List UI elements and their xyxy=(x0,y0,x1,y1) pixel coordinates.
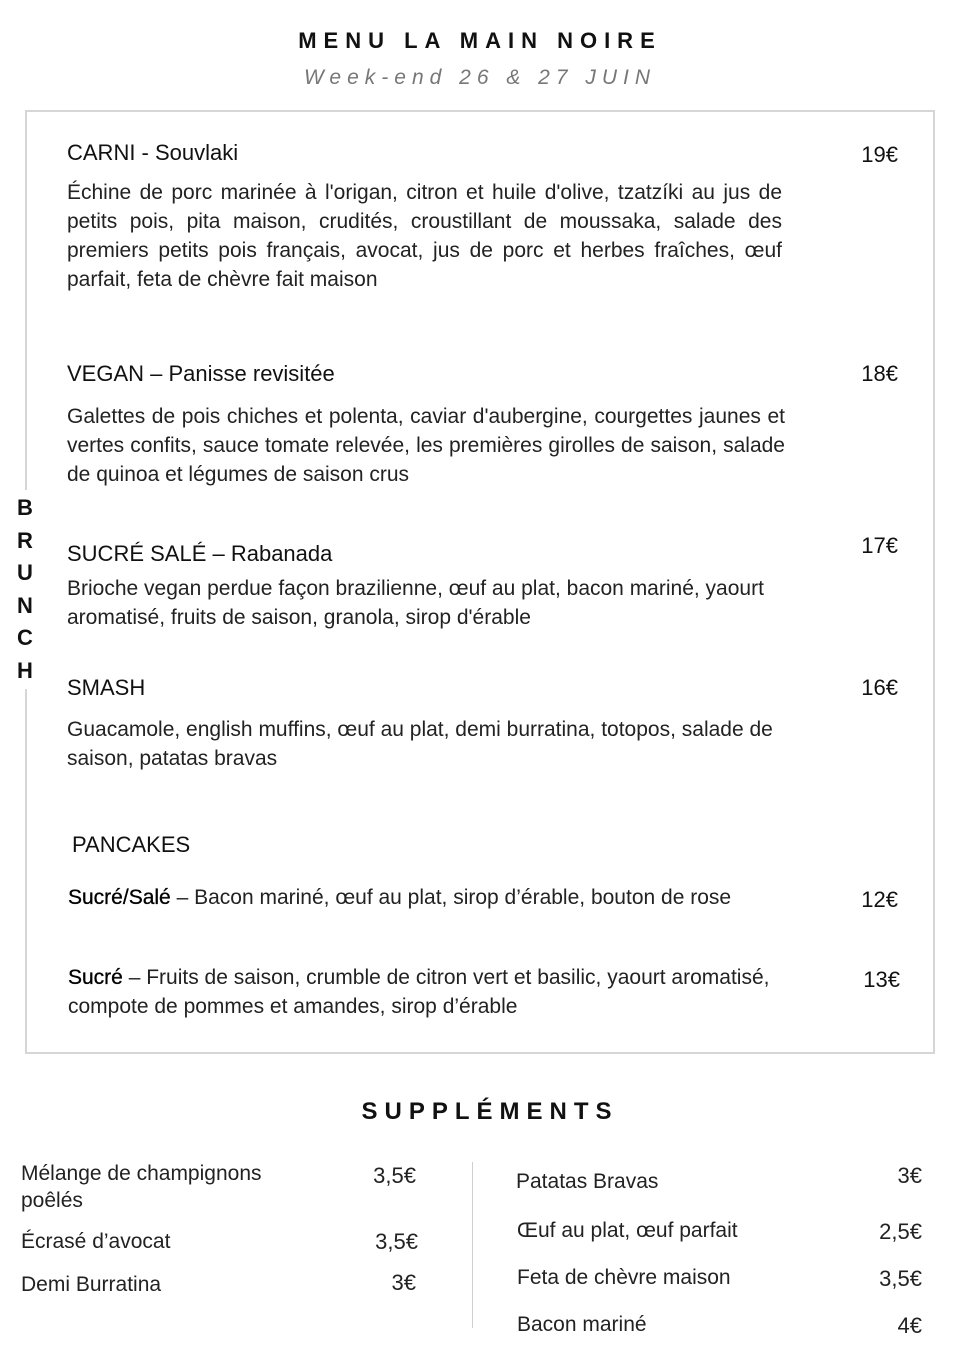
supplement-price: 4€ xyxy=(897,1313,922,1338)
supplement-name: Patatas Bravas xyxy=(516,1170,659,1193)
side-letter: U xyxy=(17,560,33,585)
side-letter: C xyxy=(17,625,33,650)
supplement-price: 3,5€ xyxy=(375,1229,418,1254)
dish-price-vegan: 18€ xyxy=(861,361,898,386)
supplement-price: 3€ xyxy=(391,1270,416,1295)
supplement-name: Œuf au plat, œuf parfait xyxy=(517,1219,738,1242)
supplement-price: 3€ xyxy=(897,1163,922,1188)
pancake-item-sucre xyxy=(68,963,813,1021)
supplement-price: 3,5€ xyxy=(373,1163,416,1188)
dish-price-smash: 16€ xyxy=(861,675,898,700)
dish-name-vegan: VEGAN – Panisse revisitée xyxy=(67,361,335,386)
dish-name-carni: CARNI - Souvlaki xyxy=(67,140,239,165)
dish-description-sucre-sale: Brioche vegan perdue façon brazilienne, œuf au plat, bacon mariné, yaourt aromatisé, fruits de saison, granola, sirop d'érable xyxy=(67,577,764,629)
supplement-name: Demi Burratina xyxy=(21,1273,162,1296)
dish-description-smash: Guacamole, english muffins, œuf au plat, demi burratina, totopos, salade de saison, patatas bravas xyxy=(67,718,773,770)
brunch-side-label xyxy=(12,490,38,689)
menu-subtitle: Week-end 26 & 27 JUIN xyxy=(303,66,657,89)
side-letter: N xyxy=(17,592,33,618)
side-letter: R xyxy=(17,527,33,553)
supplement-name: Écrasé d’avocat xyxy=(21,1230,171,1253)
pancake-price-sucre: 13€ xyxy=(863,967,900,992)
dish-name-smash: SMASH xyxy=(67,675,146,700)
supplement-price: 3,5€ xyxy=(879,1266,922,1291)
supplement-name: Bacon mariné xyxy=(517,1313,647,1336)
pancakes-heading: PANCAKES xyxy=(72,832,191,857)
pancake-price-sucre-sale: 12€ xyxy=(861,887,898,912)
dish-price-sucre-sale: 17€ xyxy=(861,533,898,558)
supplements-title: SUPPLÉMENTS xyxy=(361,1098,619,1125)
dish-description-vegan: Galettes de pois chiches et polenta, caviar d'aubergine, courgettes jaunes et vertes confits, sauce tomate relevée, les premières girolles de saison, salade de quinoa et légumes de saison crus xyxy=(67,405,785,486)
pancake-item-name: Sucré/Salé xyxy=(68,886,171,909)
pancake-item-description: – Bacon mariné, œuf au plat, sirop d’érable, bouton de rose xyxy=(170,886,732,909)
pancake-item-sucre-sale xyxy=(68,883,798,912)
dish-price-carni: 19€ xyxy=(861,142,898,167)
dish-name-sucre-sale: SUCRÉ SALÉ – Rabanada xyxy=(67,541,333,566)
pancake-item-description: – Fruits de saison, crumble de citron vert et basilic, yaourt aromatisé, compote de pommes et amandes, sirop d’érable xyxy=(68,966,770,1018)
menu-title: MENU LA MAIN NOIRE xyxy=(298,28,662,53)
supplement-price: 2,5€ xyxy=(879,1219,922,1244)
supplement-name: Mélange de champignons poêlés xyxy=(21,1162,262,1212)
supplement-name: Feta de chèvre maison xyxy=(517,1266,731,1289)
side-letter: B xyxy=(17,495,33,520)
supplements-divider xyxy=(472,1162,473,1328)
pancake-item-name: Sucré xyxy=(68,966,123,989)
dish-description-carni: Échine de porc marinée à l'origan, citron et huile d'olive, tzatzíki au jus de petits pois, pita maison, crudités, croustillant de moussaka, salade des premiers petits pois français, avocat, jus de porc et herbes fraîches, œuf parfait, feta de chèvre fait maison xyxy=(67,181,782,291)
side-letter: H xyxy=(17,657,33,683)
